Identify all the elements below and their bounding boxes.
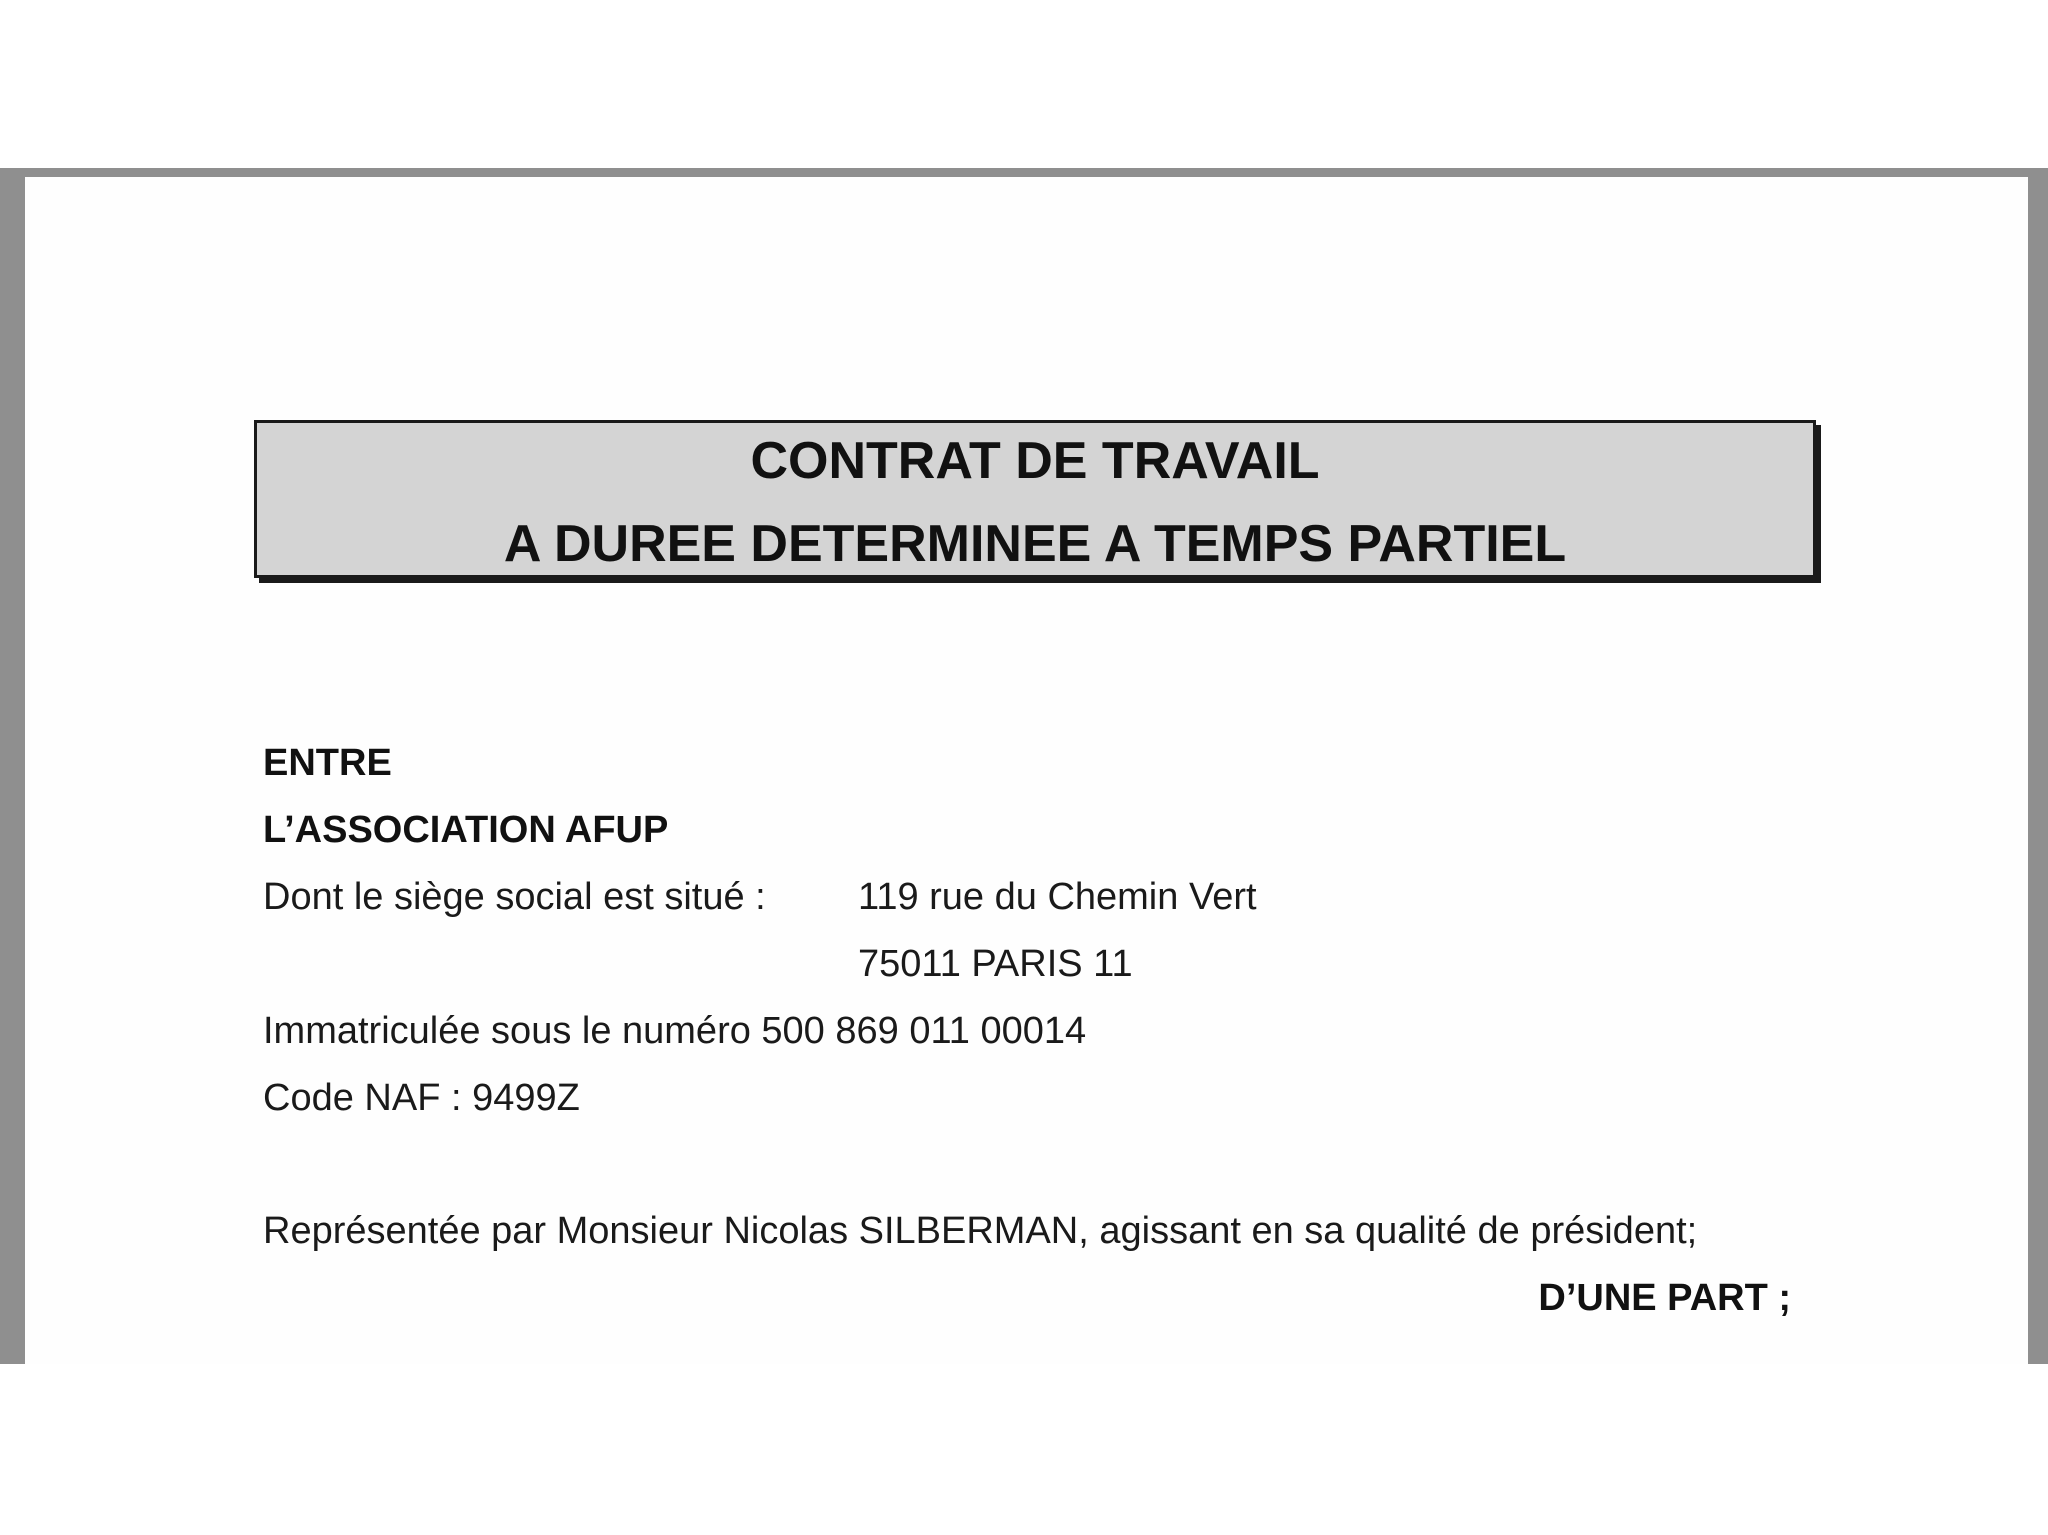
registration-number: Immatriculée sous le numéro 500 869 011 00014 [263, 1010, 1087, 1052]
contract-title-line-2: A DUREE DETERMINEE A TEMPS PARTIEL [503, 515, 1567, 573]
address-line-2: 75011 PARIS 11 [858, 943, 1133, 985]
contract-title-line-1: CONTRAT DE TRAVAIL [750, 432, 1320, 490]
address-line-1: 119 rue du Chemin Vert [858, 876, 1257, 918]
association-name: L’ASSOCIATION AFUP [263, 809, 669, 851]
dune-part-label: D’UNE PART ; [1538, 1277, 1791, 1319]
representation-text: Représentée par Monsieur Nicolas SILBERMAN, agissant en sa qualité de président; [263, 1210, 1698, 1252]
contract-title-box [254, 420, 1816, 578]
naf-code: Code NAF : 9499Z [263, 1077, 580, 1119]
siege-label: Dont le siège social est situé : [263, 876, 766, 918]
entre-heading: ENTRE [263, 742, 392, 784]
